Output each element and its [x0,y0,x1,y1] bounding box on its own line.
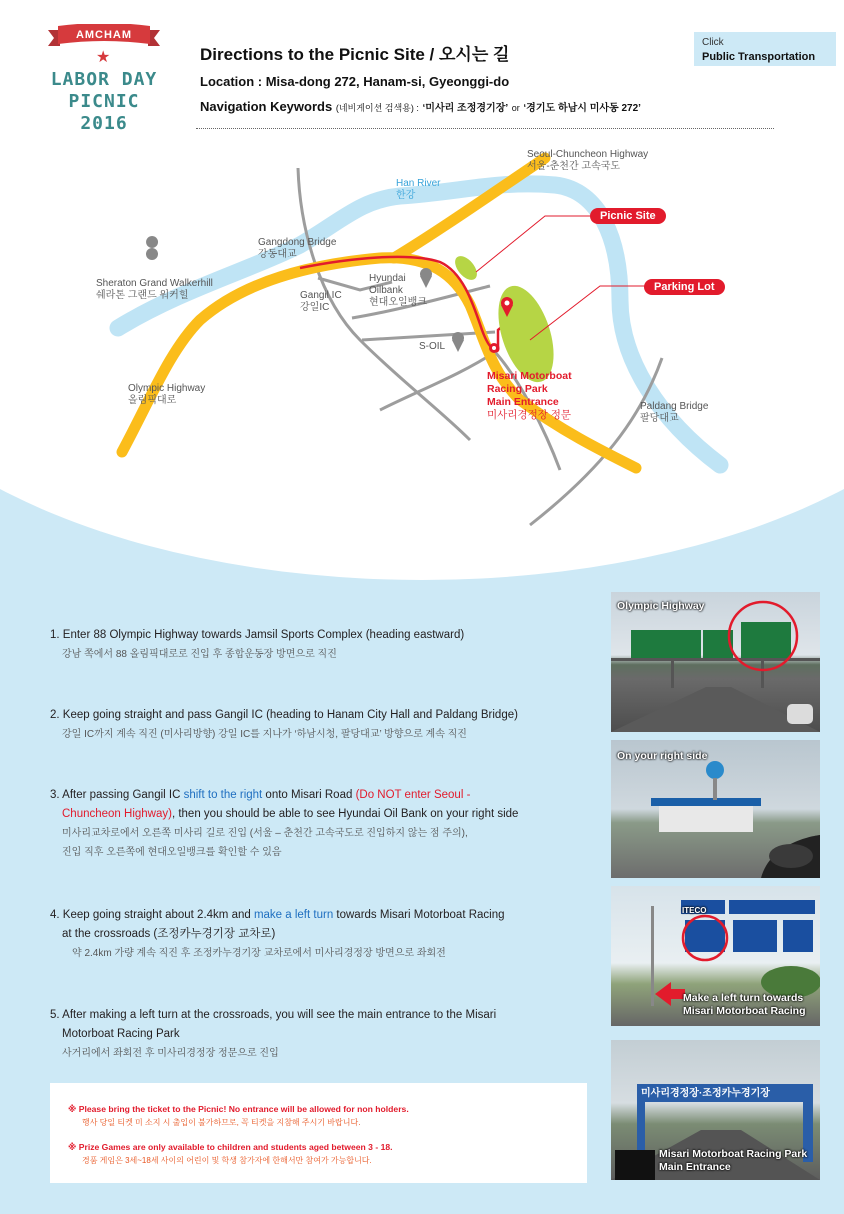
step-5: 5. After making a left turn at the crossroads, you will see the main entrance to the Misari Motorboat Racing Park 사거리에서 좌회전 후 미사리경정장 정문으로 진입 [50,1009,497,1059]
public-transportation-button[interactable] [694,32,836,66]
paldang-bridge-label: Paldang Bridge 팔당대교 [640,401,709,424]
photo-main-entrance [611,1040,820,1180]
photo-2-caption: On your right side [617,750,708,762]
logo-line-1: LABOR DAY [50,69,158,90]
nav-keyword-2: ‘경기도 하남시 미사동 272’ [523,103,641,114]
divider [196,128,774,129]
nav-or: or [511,103,520,113]
step-4: 4. Keep going straight about 2.4km and make a left turn towards Misari Motorboat Racing at the crossroads (조정카누경기장 교차로) 약 2.4km 가량 계속 직진 후 조정카누경기장 교차로에서 미사리경정장 방면으로 좌회전 [50,909,505,959]
nav-small: (네비게이션 검색용) : [335,103,419,113]
logo-line-2: PICNIC [68,91,140,112]
navigation-keywords [200,99,641,114]
logo-line-3: 2016 [80,113,128,134]
picnic-site-tag: Picnic Site [590,208,666,224]
gangdong-bridge-label: Gangdong Bridge 강동대교 [258,237,337,260]
logo-banner-text: AMCHAM [75,29,133,41]
gangil-ic-label: Gangil IC 강일IC [300,290,342,313]
notice-1: ※ Please bring the ticket to the Picnic! No entrance will be allowed for non holders. 행사 당일 티켓 미 소지 시 출입이 불가하므로, 꼭 티켓을 지참해 주시기 바랍니다. [68,1104,409,1127]
photo-4-caption: Misari Motorboat Racing Park Main Entrance [659,1148,808,1173]
hyundai-oilbank-label: Hyundai Oilbank 현대오일뱅크 [369,273,427,308]
notice-box [50,1083,587,1183]
photo-4-sign: 미사리경정장·조정카누경기장 [641,1088,770,1099]
olympic-highway-label: Olympic Highway 올림픽대로 [128,383,206,406]
public-transportation-label: Public Transportation [702,51,816,63]
step-2: 2. Keep going straight and pass Gangil IC (heading to Hanam City Hall and Paldang Bridge) 강일 IC까지 계속 직진 (미사리방향) 강일 IC를 지나가 ‘하남시청, 팔당대교’ 방향으로 계속 직진 [50,709,518,740]
soil-label: S-OIL [419,341,446,352]
photo-1-caption: Olympic Highway [617,600,705,612]
photo-3-caption: Make a left turn towards Misari Motorboat Racing [683,992,806,1017]
han-river-label: Han River 한강 [396,178,441,201]
photo-right-side [611,740,820,878]
nav-label: Navigation Keywords [200,99,333,114]
click-label: Click [702,37,724,48]
photo-left-turn [611,886,820,1026]
step-3: 3. After passing Gangil IC shift to the right onto Misari Road (Do NOT enter Seoul - Chuncheon Highway), then you should be able to see Hyundai Oil Bank on your right side 미사리교차로에서 오른쪽 미사리 길로 진입 (서울 – 춘천간 고속국도로 진입하지 않는 점 주의), 진입 직후 오른쪽에 현대오일뱅크를 확인할 수 있음 [50,789,519,858]
notice-2: ※ Prize Games are only available to children and students aged between 3 - 18. 경품 게임은 3세~18세 사이의 어린이 및 학생 참가자에 한해서만 참여가 가능합니다. [68,1142,393,1165]
parking-lot-tag: Parking Lot [644,279,725,295]
sheraton-label: Sheraton Grand Walkerhill 쉐라톤 그랜드 워커힐 [96,278,213,301]
photo-olympic-highway [611,592,820,732]
pin-icon [489,343,499,353]
step-1: 1. Enter 88 Olympic Highway towards Jamsil Sports Complex (heading eastward) 강남 쪽에서 88 올림픽대로로 진입 후 종합운동장 방면으로 직진 [50,629,465,660]
seoul-chuncheon-label: Seoul-Chuncheon Highway 서울-춘천간 고속국도 [527,149,649,172]
star-icon: ★ [96,49,111,66]
nav-keyword-1: ‘미사리 조정경기장’ [422,103,509,114]
photo-3-sign: ITECO [682,906,707,915]
amcham-logo [44,24,164,144]
page-title: Directions to the Picnic Site / 오시는 길 [200,45,510,64]
location-line: Location : Misa-dong 272, Hanam-si, Gyeonggi-do [200,74,510,89]
main-entrance-label: Misari Motorboat Racing Park Main Entrance 미사리경정장 정문 [487,370,572,421]
